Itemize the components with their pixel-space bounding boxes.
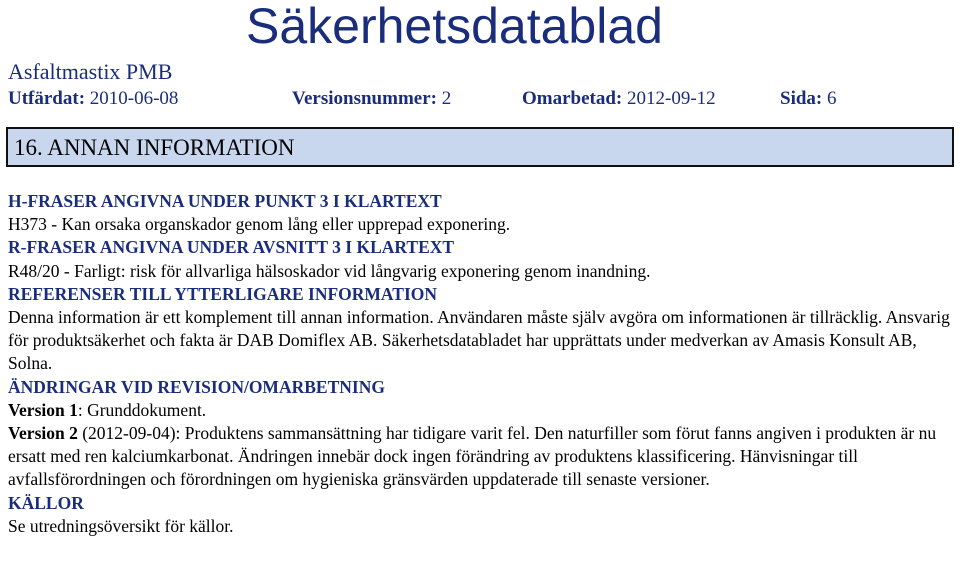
references-heading: REFERENSER TILL YTTERLIGARE INFORMATION bbox=[8, 283, 437, 304]
revised-value: 2012-09-12 bbox=[627, 88, 716, 109]
revised-date bbox=[522, 86, 716, 112]
issued-date bbox=[8, 86, 178, 112]
version-number bbox=[292, 86, 451, 112]
version-2-text: (2012-09-04): Produktens sammansättning har tidigare varit fel. Den naturfiller som förut fanns angiven i produkten är nu ersatt med ren kalciumkarbonat. Ändringen innebär dock ingen förändring av produktens klassificering. Hänvisningar till avfallsförordningen och förordningen om hygieniska gränsvärden uppdaterade till senaste versioner. bbox=[8, 423, 937, 490]
h-phrases-heading: H-FRASER ANGIVNA UNDER PUNKT 3 I KLARTEXT bbox=[8, 191, 442, 211]
version-label: Versionsnummer: bbox=[292, 88, 437, 109]
section-header-bar bbox=[6, 127, 954, 167]
product-name: Asfaltmastix PMB bbox=[8, 59, 173, 84]
issued-value: 2010-06-08 bbox=[89, 88, 179, 109]
changes-heading: ÄNDRINGAR VID REVISION/OMARBETNING bbox=[8, 376, 385, 397]
sources-heading: KÄLLOR bbox=[8, 492, 84, 513]
page-label: Sida: bbox=[780, 88, 823, 109]
sources-text: Se utredningsöversikt för källor. bbox=[8, 515, 234, 536]
section-title: 16. ANNAN INFORMATION bbox=[14, 135, 295, 160]
references-text: Denna information är ett komplement till annan information. Användaren måste själv avgöra om informationen är tillräcklig. Ansvarig för produktsäkerhet och fakta är DAB Domiflex AB. Säkerhetsdatabladet har upprättats under medverkan av Amasis Konsult AB, Solna. bbox=[8, 307, 950, 374]
version-2-label: Version 2 bbox=[8, 423, 78, 444]
version-1-text: : Grunddokument. bbox=[77, 399, 207, 420]
issued-label: Utfärdat: bbox=[8, 88, 86, 109]
version-1-entry bbox=[8, 399, 952, 422]
section-content bbox=[8, 190, 952, 538]
r-phrases-heading: R-FRASER ANGIVNA UNDER AVSNITT 3 I KLARTEXT bbox=[8, 237, 455, 258]
page-value: 6 bbox=[827, 88, 837, 109]
page-number bbox=[780, 86, 837, 112]
revised-label: Omarbetad: bbox=[522, 88, 623, 109]
version-2-entry bbox=[8, 422, 952, 492]
document-title: Säkerhetsdatablad bbox=[246, 0, 663, 54]
h-phrases-text: H373 - Kan orsaka organskador genom lång eller upprepad exponering. bbox=[8, 214, 511, 235]
version-value: 2 bbox=[441, 88, 452, 109]
version-1-label: Version 1 bbox=[8, 399, 78, 420]
r-phrases-text: R48/20 - Farligt: risk för allvarliga hälsoskador vid långvarig exponering genom inandning. bbox=[8, 260, 651, 281]
